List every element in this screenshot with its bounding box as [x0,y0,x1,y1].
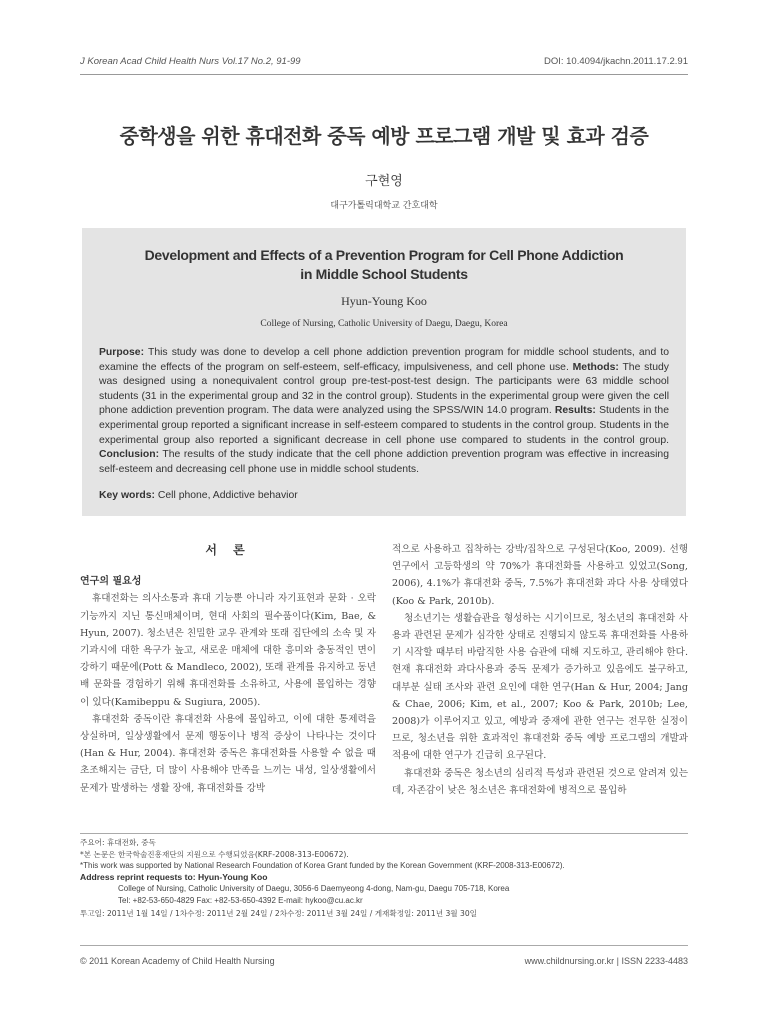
abstract-box [82,228,686,516]
conclusion-label: Conclusion: [99,449,160,461]
korean-author: 구현영 [365,174,403,189]
english-title-line-1: Development and Effects of a Prevention Program for Cell Phone Addiction [144,247,624,263]
conclusion-text: The results of the study indicate that the cell phone addiction prevention program was effective in increasing self-esteem and decreasing cell phone use in middle school students. [99,449,669,475]
funding-note-korean: *본 논문은 한국학술진흥재단의 지원으로 수행되었음(KRF-2008-313-E00672). [80,849,349,859]
english-author: Hyun-Young Koo [341,294,427,308]
footnotes [80,837,690,919]
abstract-text [99,346,669,477]
header-divider [80,74,688,75]
submission-history: 투고일: 2011년 1월 14일 / 1차수정: 2011년 2월 24일 / 2차수정: 2011년 3월 24일 / 게재확정일: 2011년 3월 30일 [80,908,478,918]
body-column-right [392,541,688,799]
keywords [99,490,669,501]
website-issn: www.childnursing.or.kr | ISSN 2233-4483 [524,956,688,966]
subsection-heading: 연구의 필요성 [80,576,142,588]
body-column-left [80,540,376,797]
copyright: © 2011 Korean Academy of Child Health Nursing [80,956,275,966]
korean-title: 중학생을 위한 휴대전화 중독 예방 프로그램 개발 및 효과 검증 [119,124,649,148]
methods-text: The study was designed using a nonequivalent control group pre-test-post-test design. The participants were 63 middle school students (31 in the experimental group and 32 in the control group). Students in the experimental group were given the cell phone addiction prevention program. The data were analyzed using the SPSS/WIN 14.0 program. [99,361,669,417]
running-header [80,56,688,72]
footnote-divider [80,833,688,834]
reprint-address-heading: Address reprint requests to: Hyun-Young Koo [80,871,268,882]
english-affiliation: College of Nursing, Catholic University of Daegu, Daegu, Korea [260,319,508,329]
english-title-line-2: in Middle School Students [300,266,468,282]
english-title [82,246,686,284]
purpose-text: This study was done to develop a cell phone addiction prevention program for middle school students, and to examine the effects of the program on self-esteem, self-efficacy, impulsiveness, and cell phone use. [99,347,669,373]
keywords-text: Cell phone, Addictive behavior [155,490,298,501]
paragraph: 적으로 사용하고 집착하는 강박/집착으로 구성된다(Koo, 2009). 선행 연구에서 고등학생의 약 70%가 휴대전화를 사용하고 있었고(Song, 2006), 4.1%가 휴대전화 중독, 7.5%가 휴대전화 과다 사용 상태였다(Koo & Park, 2010b). [392,544,688,607]
purpose-label: Purpose: [99,347,145,358]
korean-affiliation: 대구가톨릭대학교 간호대학 [330,201,438,211]
footer-divider [80,945,688,946]
contact-info: Tel: +82-53-650-4829 Fax: +82-53-650-4392 E-mail: hykoo@cu.ac.kr [118,895,363,905]
funding-note-english: *This work was supported by National Research Foundation of Korea Grant funded by the Korean Government (KRF-2008-313-E00672). [80,861,565,871]
doi: DOI: 10.4094/jkachn.2011.17.2.91 [543,56,688,67]
methods-label: Methods: [572,361,619,373]
paragraph: 청소년기는 생활습관을 형성하는 시기이므로, 청소년의 휴대전화 사용과 관련된 문제가 심각한 상태로 진행되지 않도록 휴대전화를 사용하기 시작할 때부터 바람직한 사용 습관에 대해 지도하고, 관리해야 한다. 현재 휴대전화 과다사용과 중독 문제가 증가하고 있음에도 불구하고, 대부분 실태 조사와 관련 요인에 대한 연구(Han & Hur, 2004; Jang & Chae, 2006; Kim, et al., 2007; Koo & Park, 2010b; Lee, 2008)가 이루어지고 있고, 예방과 중재에 관한 연구는 전무한 실정이므로, 청소년을 위한 효과적인 휴대전화 중독 예방 프로그램의 개발과 적용에 대한 연구가 긴급히 요구된다. [392,612,688,762]
reprint-address: College of Nursing, Catholic University of Daegu, 3056-6 Daemyeong 4-dong, Nam-gu, Daegu 705-718, Korea [118,884,510,894]
keywords-label: Key words: [99,490,156,501]
paragraph: 휴대전화 중독은 청소년의 심리적 특성과 관련된 것으로 알려져 있는데, 자존감이 낮은 청소년은 휴대전화에 병적으로 몰입하 [392,767,688,796]
paragraph: 휴대전화 중독이란 휴대전화 사용에 몰입하고, 이에 대한 통제력을 상실하며, 일상생활에서 문제 행동이나 병적 증상이 나타나는 것이다(Han & Hur, 2004). 휴대전화 중독은 휴대전화를 사용할 수 없을 때 초조해지는 금단, 더 많이 사용해야 만족을 느끼는 내성, 일상생활에서 문제가 발생하는 생활 장애, 휴대전화를 강박 [80,713,376,794]
page-footer [80,956,688,970]
section-heading: 서 론 [205,543,251,557]
korean-keywords: 주요어: 휴대전화, 중독 [80,838,156,847]
paragraph: 휴대전화는 의사소통과 휴대 기능뿐 아니라 자기표현과 문화 · 오락 기능까지 지닌 통신매체이며, 현대 사회의 필수품이다(Kim, Bae, & Hyun, 2007). 청소년은 친밀한 교우 관계와 또래 집단에의 소속 및 자기과시에 대한 욕구가 높고, 새로운 매체에 대한 흥미와 충동적인 면이 강하기 때문에(Pott & Mandleco, 2002), 또래 관계를 유지하고 동년배 문화를 경험하기 위해 휴대전화를 소유하고, 사용에 몰입하는 경향이 있다(Kamibeppu & Sugiura, 2005). [80,593,376,708]
journal-citation: J Korean Acad Child Health Nurs Vol.17 No.2, 91-99 [80,56,301,67]
results-label: Results: [554,405,596,417]
results-text: Students in the experimental group reported a significant increase in self-esteem compared to students in the control group. Students in the experimental group also reported a significant decrease in cell phone use compared to students in the control group. [99,405,669,446]
